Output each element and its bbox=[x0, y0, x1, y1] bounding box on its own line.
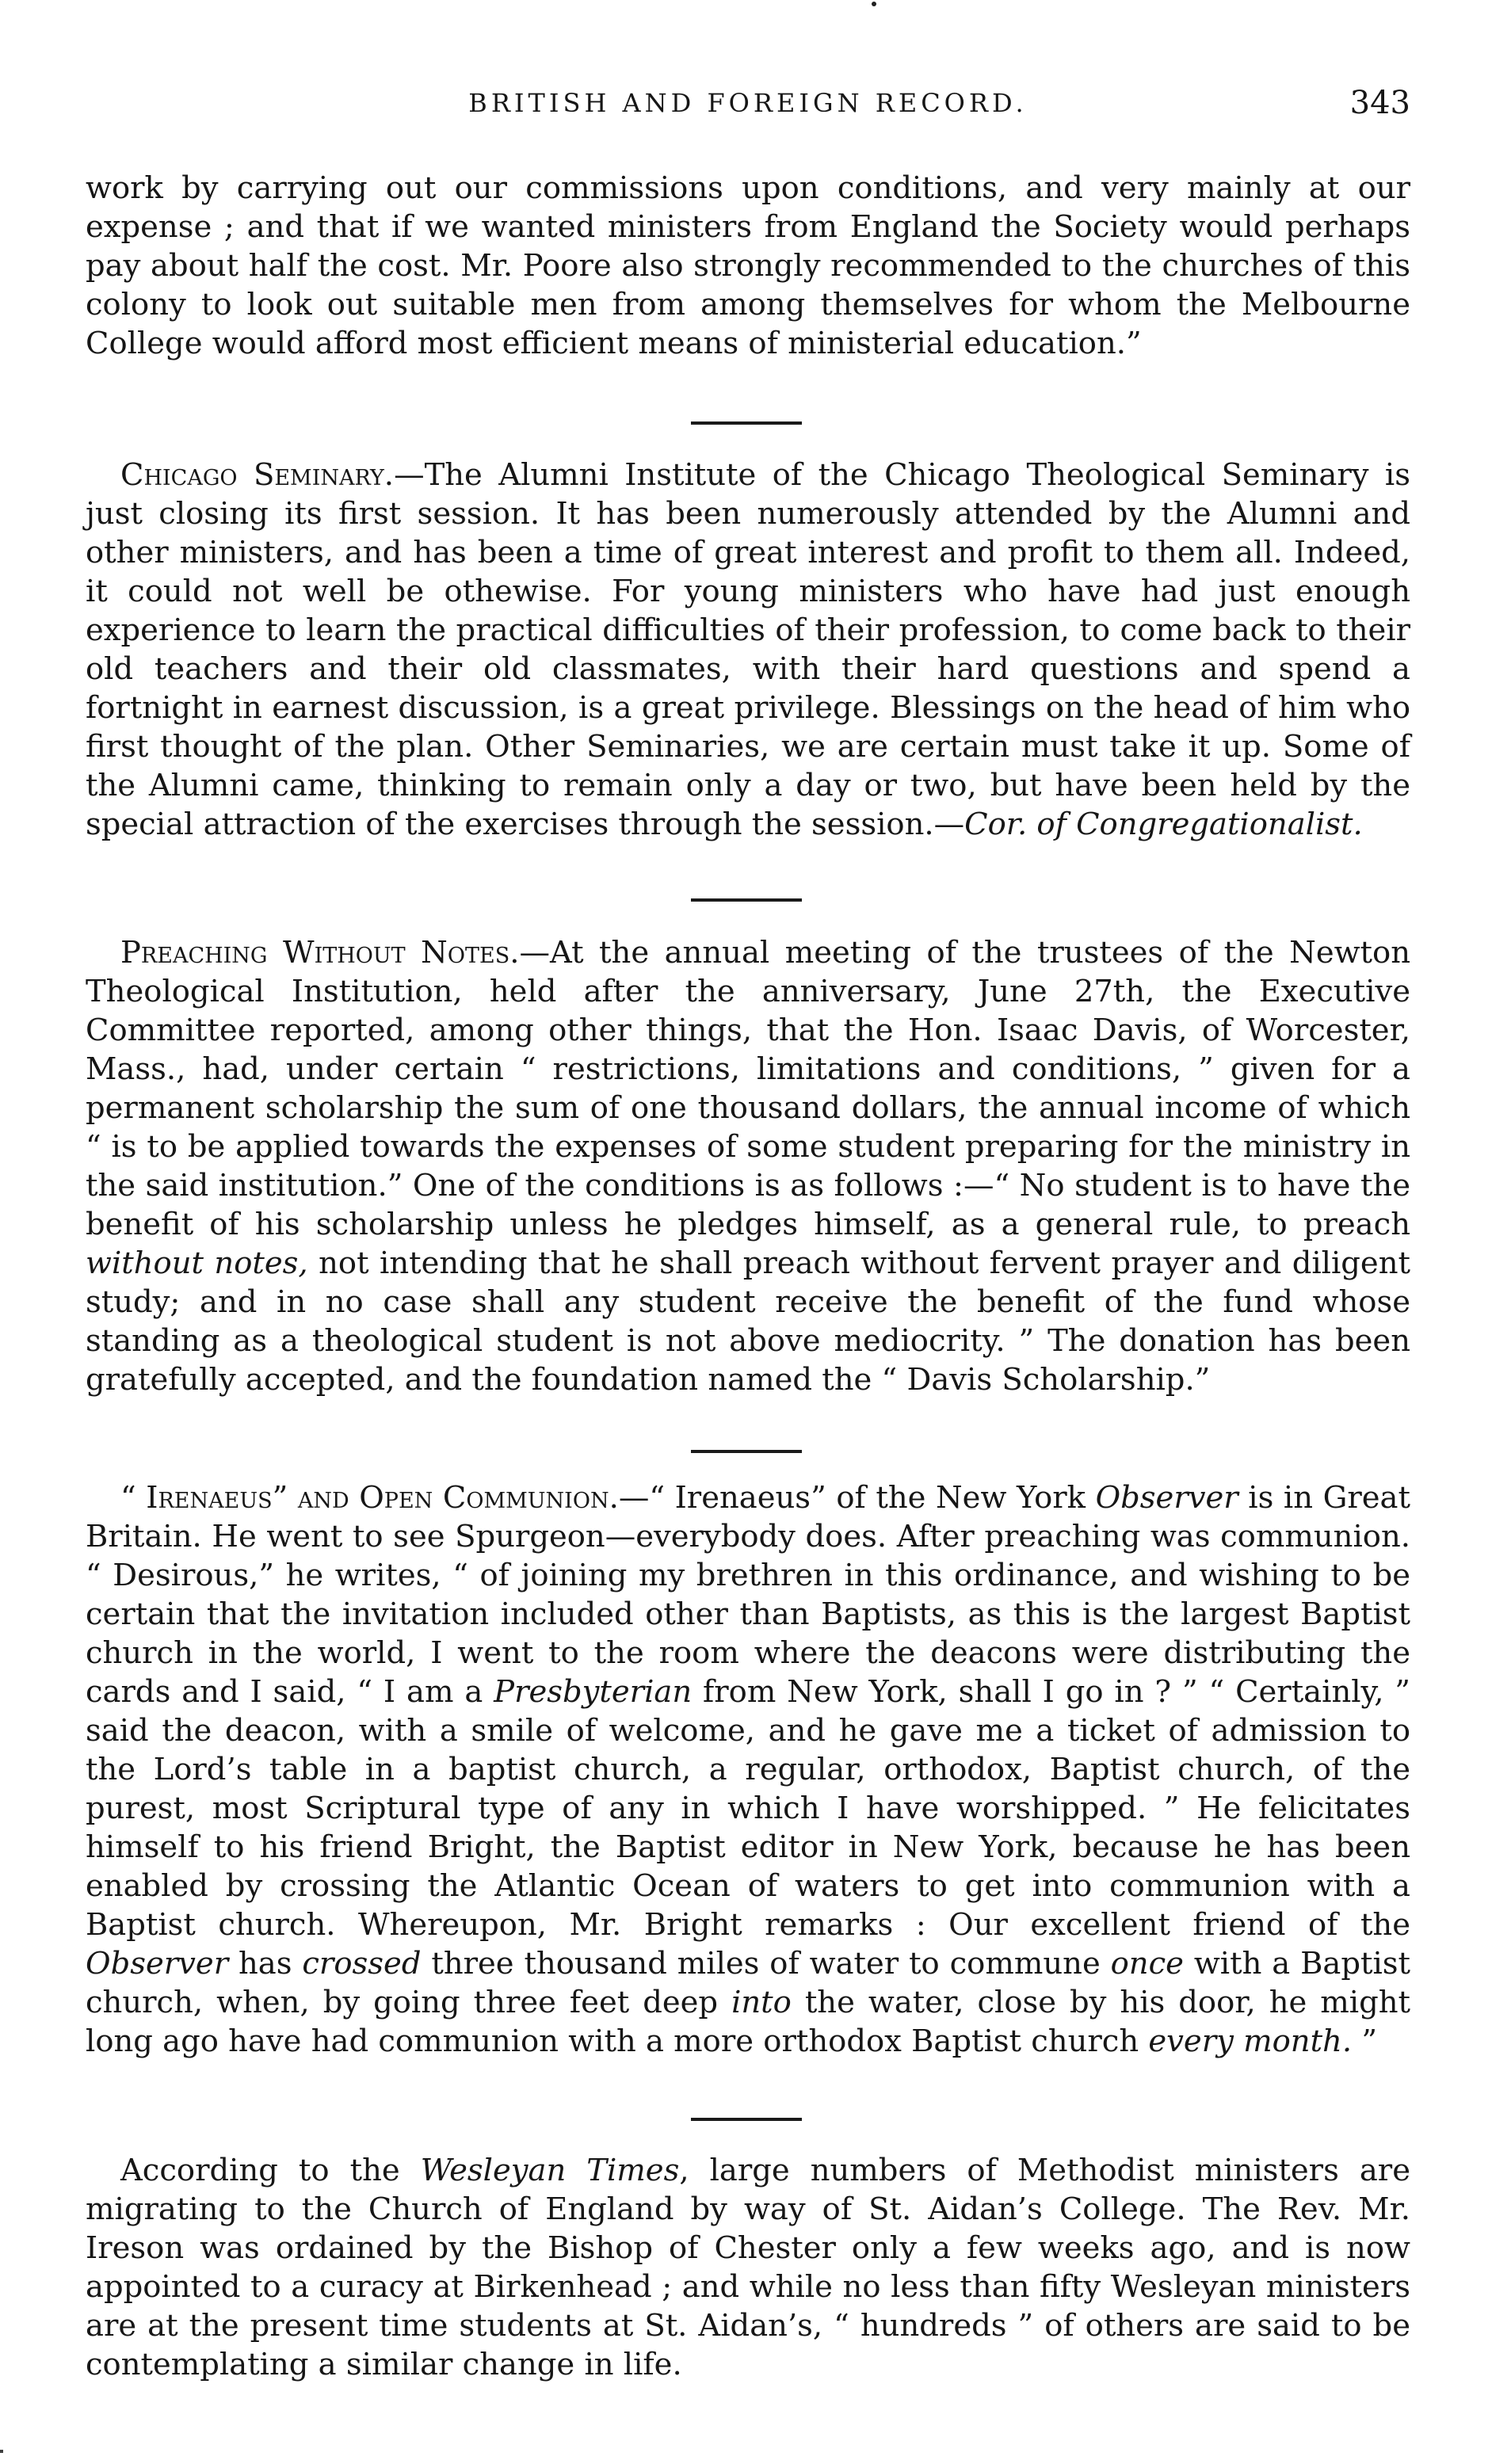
chicago-seminary-article bbox=[86, 456, 1410, 844]
preaching-without-notes-paragraph bbox=[86, 933, 1410, 1399]
margin-mark bbox=[0, 2450, 3, 2453]
continued-paragraph bbox=[86, 169, 1410, 363]
preaching-without-notes-text: —At the annual meeting of the trustees of the Newton Theological Institution, held after the anniversary, June 27th, the Executive Committee reported, among other things, that the Hon. Isaac Davis, of Worcester, Mass., had, under certain “ restrictions, limitations and conditions, ” given for a permanent scholarship the sum of one thousand dollars, the annual income of which “ is to be applied towards the expenses of some student preparing for the ministry in the said institution.” One of the conditions is as follows :—“ No student is to have the benefit of his scholarship unless he pledges himself, as a general rule, to preach bbox=[86, 935, 1411, 1242]
wesleyan-paragraph bbox=[86, 2151, 1410, 2384]
preaching-without-notes-emphasis: without notes, bbox=[86, 1245, 308, 1281]
chicago-seminary-heading: Chicago Seminary. bbox=[120, 457, 395, 493]
observer-title: Observer bbox=[1095, 1480, 1238, 1516]
irenaeus-text: is in Great Britain. He went to see Spurgeon—everybody does. After preaching was communion. “ Desirous,” he writes, “ of joining my brethren in this ordinance, and wishing to be certain that the invitation included other than Baptists, as this is the largest Baptist church in the world, I went to the room where the deacons were distributing the cards and I said, “ I am a bbox=[86, 1480, 1410, 1710]
continued-text: work by carrying out our commissions upon conditions, and very mainly at our expense ; and that if we wanted ministers from England the Society would perhaps pay about half the cost. Mr. Poore also strongly recommended to the churches of this colony to look out suitable men from among themselves for whom the Melbourne College would afford most efficient means of ministerial education.” bbox=[86, 170, 1410, 361]
running-title: BRITISH AND FOREIGN RECORD. bbox=[468, 88, 1028, 118]
presbyterian-emphasis: Presbyterian bbox=[494, 1674, 693, 1710]
irenaeus-text: the water, close by his door, he might long ago have had communion with a more orthodox Baptist church bbox=[86, 1985, 1411, 2059]
preaching-without-notes-heading: Preaching Without Notes. bbox=[120, 935, 520, 971]
section-divider bbox=[691, 1450, 802, 1453]
chicago-seminary-paragraph bbox=[86, 456, 1410, 844]
crossed-emphasis: crossed bbox=[302, 1946, 422, 1981]
ink-speck bbox=[872, 2, 876, 6]
chicago-seminary-text: —The Alumni Institute of the Chicago Theological Seminary is just closing its first session. It has been numerously attended by the Alumni and other ministers, and has been a time of great interest and profit to them all. Indeed, it could not well be othewise. For young ministers who have had just enough experience to learn the practical difficulties of their profession, to come back to their old teachers and their old classmates, with their hard questions and spend a fortnight in earnest discussion, is a great privilege. Blessings on the head of him who first thought of the plan. Other Seminaries, we are certain must take it up. Some of the Alumni came, thinking to remain only a day or two, but have been held by the special attraction of the exercises through the session.— bbox=[86, 457, 1410, 842]
wesleyan-times-title: Wesleyan Times bbox=[420, 2153, 680, 2188]
observer-title: Observer bbox=[86, 1946, 229, 1981]
irenaeus-paragraph bbox=[86, 1478, 1410, 2061]
irenaeus-text: from New York, shall I go in ? ” “ Certainly, ” said the deacon, with a smile of welcome, and he gave me a ticket of admission to the Lord’s table in a baptist church, a regular, orthodox, Baptist church, of the purest, most Scriptural type of any in which I have worshipped. ” He felicitates himself to his friend Bright, the Baptist editor in New York, because he has been enabled by crossing the Atlantic Ocean of waters to get into communion with a Baptist church. Whereupon, Mr. Bright remarks : Our excellent friend of the bbox=[86, 1674, 1410, 1943]
irenaeus-text: has bbox=[228, 1946, 303, 1981]
page-header bbox=[86, 82, 1410, 124]
section-divider bbox=[691, 421, 802, 425]
irenaeus-text: ” bbox=[1352, 2023, 1378, 2059]
every-month-emphasis: every month. bbox=[1148, 2023, 1353, 2059]
into-emphasis: into bbox=[731, 1985, 792, 2020]
preaching-without-notes-article bbox=[86, 933, 1410, 1399]
irenaeus-text: —“ Irenaeus” of the New York bbox=[618, 1480, 1096, 1516]
chicago-seminary-source: Cor. of Congregationalist. bbox=[964, 807, 1363, 842]
wesleyan-text: , large numbers of Methodist ministers are migrating to the Church of England by way of St. Aidan’s College. The Rev. Mr. Ireson was ordained by the Bishop of Chester only a few weeks ago, and is now appointed to a curacy at Birkenhead ; and while no less than fifty Wesleyan ministers are at the present time students at St. Aidan’s, “ hundreds ” of others are said to be contemplating a similar change in life. bbox=[86, 2153, 1410, 2382]
irenaeus-text: three thousand miles of water to commune bbox=[421, 1946, 1111, 1981]
wesleyan-text: According to the bbox=[120, 2153, 421, 2188]
wesleyan-article bbox=[86, 2151, 1410, 2384]
irenaeus-text: with a Baptist church, when, by going three feet deep bbox=[86, 1946, 1410, 2020]
section-divider bbox=[691, 898, 802, 902]
preaching-without-notes-text-continued: not intending that he shall preach without fervent prayer and diligent study; and in no case shall any student receive the benefit of the fund whose standing as a theological student is not above mediocrity. ” The donation has been gratefully accepted, and the foundation named the “ Davis Scholarship.” bbox=[86, 1245, 1410, 1398]
page-number: 343 bbox=[1349, 85, 1410, 121]
section-divider bbox=[691, 2118, 802, 2121]
irenaeus-article bbox=[86, 1478, 1410, 2061]
once-emphasis: once bbox=[1110, 1946, 1184, 1981]
irenaeus-heading: “ Irenaeus” and Open Communion. bbox=[120, 1480, 619, 1516]
